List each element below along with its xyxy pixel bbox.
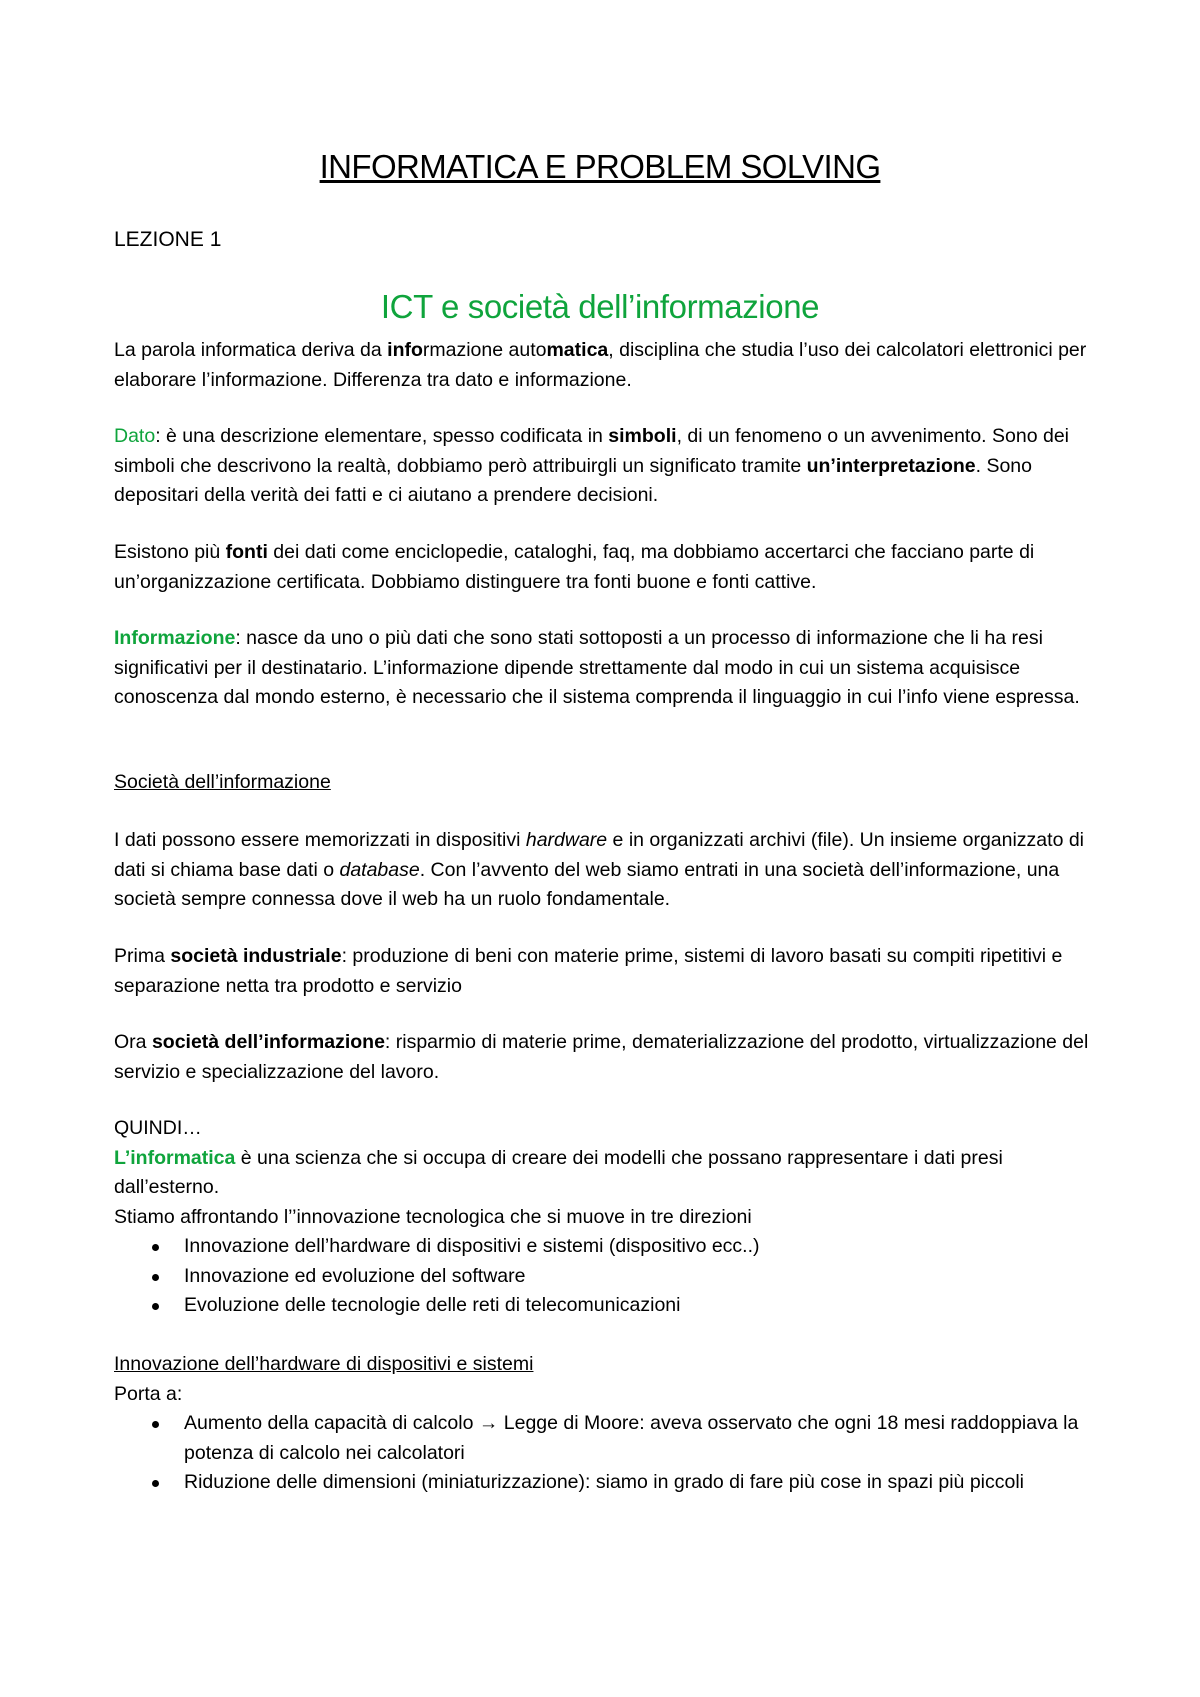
subheading-text: Innovazione dell’hardware di dispositivi e sistemi [114,1353,534,1375]
term-dato: Dato [114,425,156,447]
text: Prima [114,945,171,967]
text: società dell’informazione [151,1031,385,1053]
list-item: Innovazione dell’hardware di dispositivi e sistemi (dispositivo ecc..) [162,1232,1104,1262]
list-item: Riduzione delle dimensioni (miniaturizzazione): siamo in grado di fare più cose in spazi più piccoli [162,1468,1104,1498]
paragraph-informatica [114,336,1104,395]
text: Stiamo affrontando l’’innovazione tecnologica che si muove in tre direzioni [114,1205,752,1228]
subheading-societa [114,768,1104,798]
text: Porta a: [114,1382,183,1405]
list-item [162,1409,1104,1468]
paragraph-dati [114,826,1104,915]
text: società industriale [170,945,342,967]
section-title: ICT e società dell’informazione [380,288,820,325]
text: matica [546,339,609,361]
text: database [339,858,420,881]
lesson-label: LEZIONE 1 [114,228,222,251]
text: info [387,339,423,361]
text: , di un fenomeno o un avvenimento. Sono dei simboli che descrivono la realtà, dobbiamo però attribuirgli un significato tramite [114,425,1069,477]
text: , disciplina che studia l’uso dei calcolatori elettronici per elaborare l’informazione. Differenza tra dato e informazione. [114,339,1087,391]
text: : è una descrizione elementare, spesso codificata in [155,425,609,447]
section-hardware [114,1350,1104,1498]
paragraph-ora [114,1028,1104,1087]
text: La parola informatica deriva da [114,339,388,361]
text: Legge di Moore: aveva osservato che ogni 18 mesi raddoppiava la potenza di calcolo nei calcolatori [184,1412,1079,1464]
text: fonti [225,541,268,563]
arrow-icon: → [478,1412,499,1434]
text: è una scienza che si occupa di creare dei modelli che possano rappresentare i dati presi dall’esterno. [114,1146,1003,1198]
paragraph-quindi [114,1114,1104,1321]
text: : produzione di beni con materie prime, sistemi di lavoro basati su compiti ripetitivi e separazione netta tra prodotto e servizio [114,945,1063,997]
text: Aumento della capacità di calcolo [184,1412,479,1434]
effects-list [114,1409,1104,1498]
subheading-text: Società dell’informazione [114,771,331,793]
text: : risparmio di materie prime, dematerializzazione del prodotto, virtualizzazione del servizio e specializzazione del lavoro. [114,1031,1089,1083]
text: e in organizzati archivi (file). Un insieme organizzato di dati si chiama base dati o [114,829,1085,881]
text: simboli [608,425,677,447]
text: dei dati come enciclopedie, cataloghi, faq, ma dobbiamo accertarci che facciano parte di un’organizzazione certificata. Dobbiamo distinguere tra fonti buone e fonti cattive. [114,541,1035,593]
text: I dati possono essere memorizzati in dispositivi [114,829,526,851]
text: un’interpretazione [806,454,976,477]
document-title: INFORMATICA E PROBLEM SOLVING [319,148,881,185]
text: Esistono più [114,541,226,563]
list-item: Evoluzione delle tecnologie delle reti di telecomunicazioni [162,1291,1104,1321]
term-informazione: Informazione [114,627,236,649]
directions-list [114,1232,1104,1321]
text: hardware [525,829,608,851]
text: : nasce da uno o più dati che sono stati sottoposti a un processo di informazione che li ha resi significativi per il destinatario. L’informazione dipende strettamente dal modo in cui un sistema acquisisce conoscenza dal mondo esterno, è necessario che il sistema comprenda il linguaggio in cui l’info viene espressa. [114,627,1080,708]
quindi-label: QUINDI… [114,1117,202,1139]
term-informatica: L’informatica [114,1146,236,1169]
list-item: Innovazione ed evoluzione del software [162,1262,1104,1292]
text: . Con l’avvento del web siamo entrati in una società dell’informazione, una società sempre connessa dove il web ha un ruolo fondamentale. [114,858,1060,910]
paragraph-dato [114,422,1104,511]
paragraph-fonti [114,538,1104,597]
paragraph-informazione [114,624,1104,713]
text: . Sono depositari della verità dei fatti e ci aiutano a prendere decisioni. [114,454,1033,506]
paragraph-prima [114,942,1104,1001]
text: Ora [114,1031,152,1053]
text: rmazione auto [422,339,547,361]
